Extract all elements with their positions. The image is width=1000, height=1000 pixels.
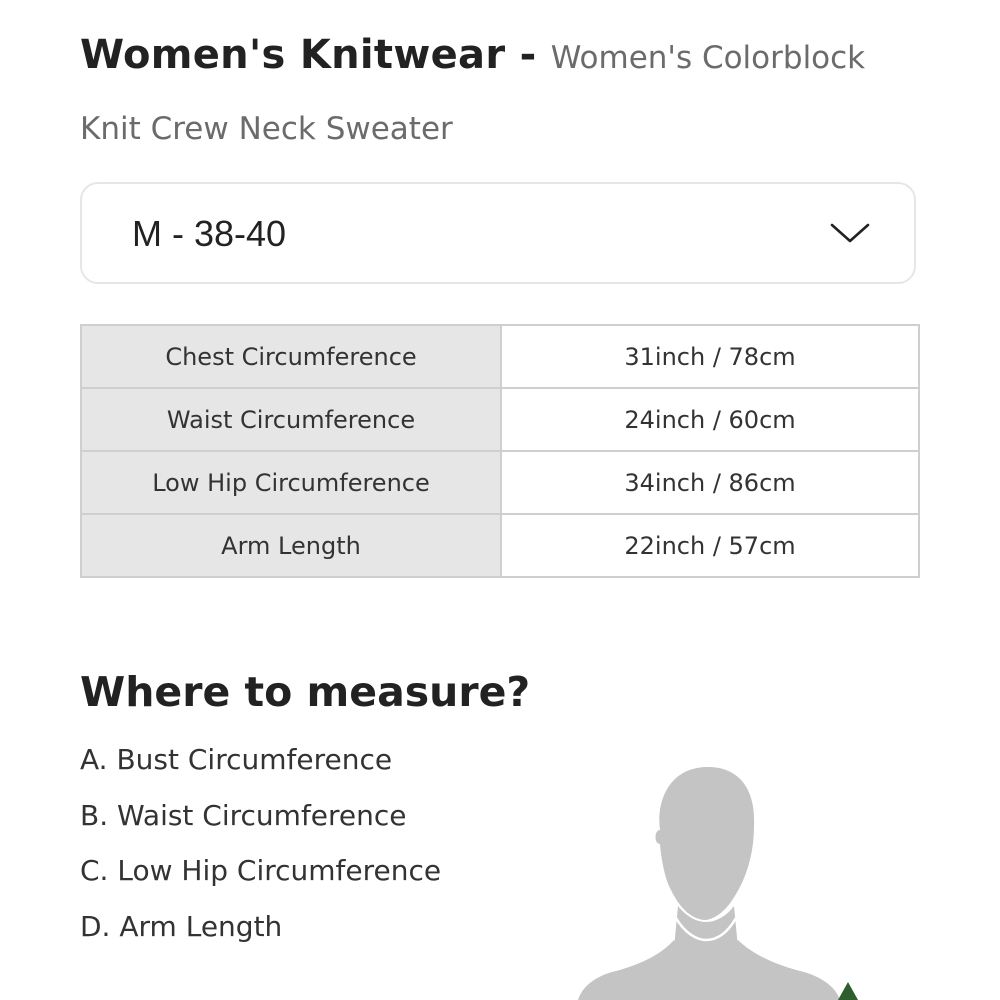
body-silhouette-image <box>560 760 890 1000</box>
product-name: Women's Colorblock Knit Crew Neck Sweater <box>80 40 866 147</box>
table-row <box>81 451 919 514</box>
product-title <box>80 22 900 167</box>
table-row <box>81 325 919 388</box>
measurement-label: Waist Circumference <box>81 388 501 451</box>
measurement-value: 24inch / 60cm <box>501 388 919 451</box>
where-to-measure-heading: Where to measure? <box>80 668 531 716</box>
category-title: Women's Knitwear - <box>80 32 551 78</box>
size-chart-table <box>80 324 920 578</box>
list-item: A. Bust Circumference <box>80 743 393 776</box>
measure-guide-list <box>80 736 441 958</box>
measurement-label: Low Hip Circumference <box>81 451 501 514</box>
table-row <box>81 388 919 451</box>
size-dropdown[interactable] <box>80 182 916 284</box>
measurement-label: Chest Circumference <box>81 325 501 388</box>
measurement-label: Arm Length <box>81 514 501 577</box>
measurement-value: 31inch / 78cm <box>501 325 919 388</box>
list-item: D. Arm Length <box>80 909 283 943</box>
list-item: C. Low Hip Circumference <box>80 854 442 887</box>
chevron-down-icon <box>830 222 870 244</box>
tree-icon <box>836 982 860 1000</box>
list-item: B. Waist Circumference <box>80 798 407 832</box>
size-dropdown-value: M - 38-40 <box>132 213 287 254</box>
table-row <box>81 514 919 577</box>
measurement-value: 22inch / 57cm <box>501 514 919 577</box>
measurement-value: 34inch / 86cm <box>501 451 919 514</box>
